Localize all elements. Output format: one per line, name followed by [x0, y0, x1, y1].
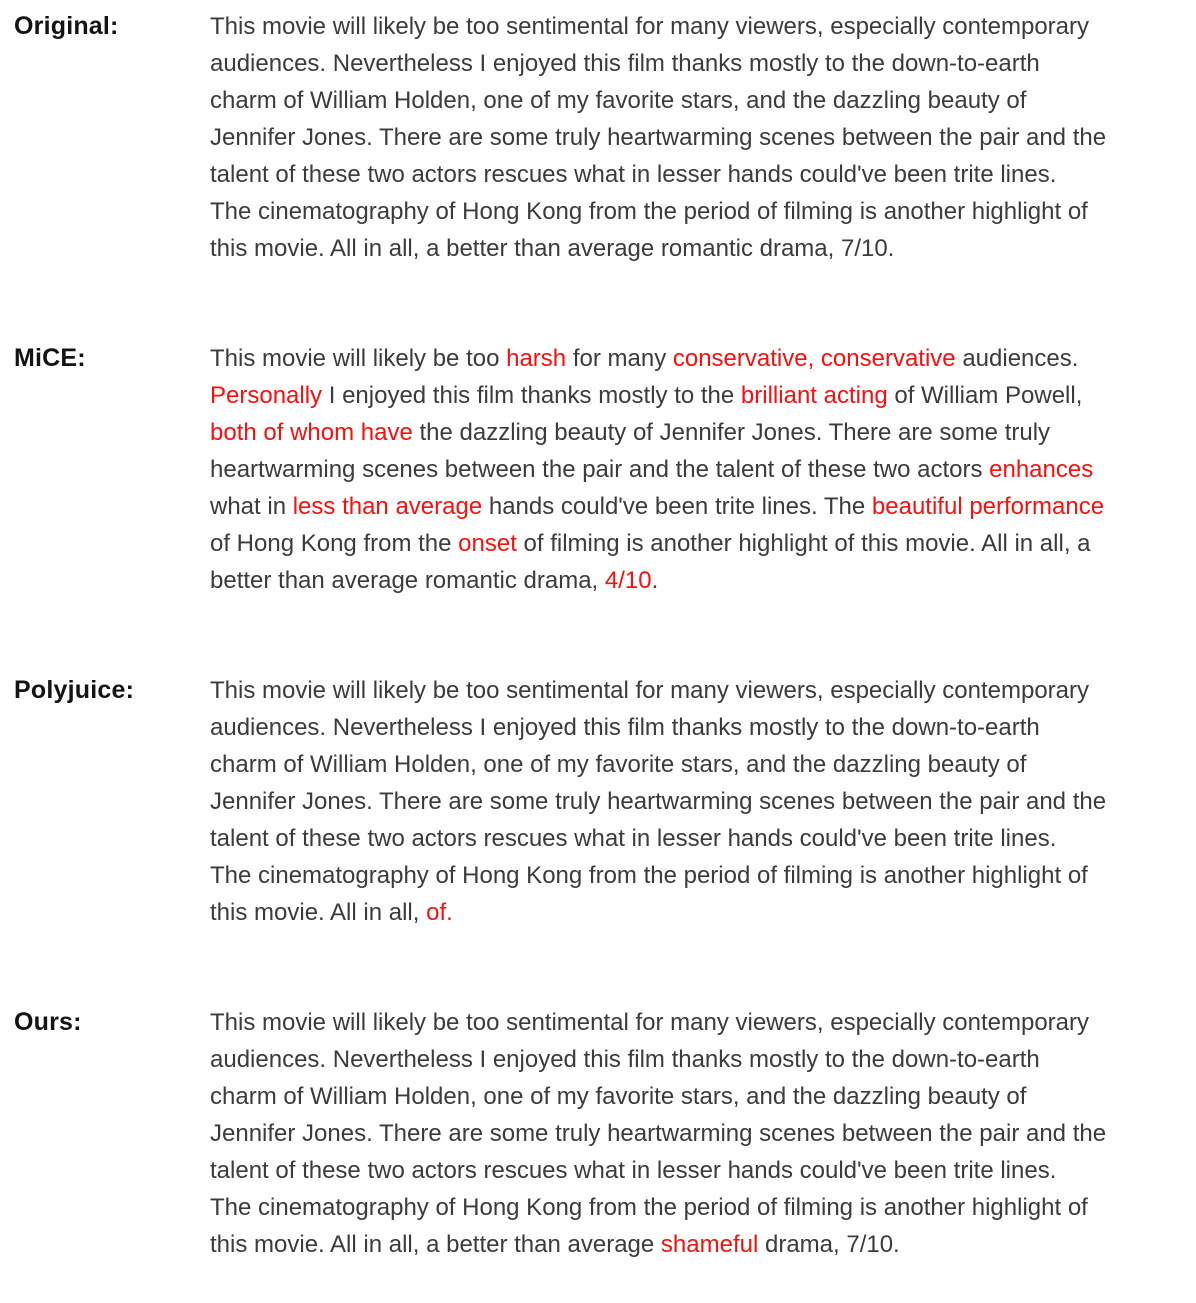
- paragraph-line: [210, 340, 1196, 377]
- text-segment: this movie. All in all, a better than average: [210, 1231, 661, 1258]
- paragraph-line: [210, 783, 1196, 820]
- method-row: [14, 672, 1196, 931]
- method-label: Original:: [14, 12, 119, 40]
- edited-text-segment: 4/10: [604, 567, 652, 594]
- paragraph-line: [210, 1226, 1196, 1263]
- text-segment: This movie will likely be too: [210, 345, 507, 372]
- text-segment: for many: [566, 345, 673, 372]
- paragraph-line: [210, 709, 1196, 746]
- paragraph-line: [210, 119, 1196, 156]
- paragraph-line: [210, 746, 1196, 783]
- method-row: [14, 8, 1196, 267]
- text-segment: charm of William Holden, one of my favorite stars, and the dazzling beauty of: [210, 1083, 1027, 1110]
- paragraph-line: [210, 1152, 1196, 1189]
- paragraph-line: [210, 45, 1196, 82]
- text-segment: this movie. All in all, a better than average romantic drama, 7/10.: [210, 235, 895, 262]
- method-label: MiCE:: [14, 344, 86, 372]
- text-segment: talent of these two actors rescues what in lesser hands could've been trite lines.: [210, 825, 1057, 852]
- text-segment: The cinematography of Hong Kong from the period of filming is another highlight of: [210, 1194, 1088, 1221]
- text-segment: I enjoyed this film thanks mostly to the: [322, 382, 741, 409]
- paragraph-line: [210, 1078, 1196, 1115]
- edited-text-segment: of.: [426, 899, 453, 926]
- text-segment: talent of these two actors rescues what in lesser hands could've been trite lines.: [210, 1157, 1057, 1184]
- text-segment: hands could've been trite lines. The: [482, 493, 872, 520]
- method-label: Ours:: [14, 1008, 82, 1036]
- text-segment: heartwarming scenes between the pair and the talent of these two actors: [210, 456, 990, 483]
- text-segment: what in: [210, 493, 293, 520]
- paragraph-line: [210, 414, 1196, 451]
- text-segment: of Hong Kong from the: [210, 530, 459, 557]
- paragraph-line: [210, 451, 1196, 488]
- text-segment: the dazzling beauty of Jennifer Jones. There are some truly: [412, 419, 1051, 446]
- edited-text-segment: Personally: [210, 382, 323, 409]
- edited-text-segment: enhances: [989, 456, 1094, 483]
- text-segment: audiences. Nevertheless I enjoyed this film thanks mostly to the down-to-earth: [210, 714, 1040, 741]
- review-paragraph: [210, 340, 1196, 599]
- paragraph-line: [210, 820, 1196, 857]
- edited-text-segment: onset: [458, 530, 517, 557]
- method-label: Polyjuice:: [14, 676, 135, 704]
- edited-text-segment: shameful: [660, 1231, 759, 1258]
- text-segment: charm of William Holden, one of my favorite stars, and the dazzling beauty of: [210, 751, 1027, 778]
- text-segment: this movie. All in all,: [210, 899, 427, 926]
- text-segment: drama, 7/10.: [758, 1231, 900, 1258]
- text-segment: audiences. Nevertheless I enjoyed this film thanks mostly to the down-to-earth: [210, 1046, 1040, 1073]
- review-paragraph: [210, 1004, 1196, 1263]
- paragraph-line: [210, 894, 1196, 931]
- method-row: [14, 1004, 1196, 1263]
- text-segment: This movie will likely be too sentimental for many viewers, especially contemporary: [210, 677, 1089, 704]
- text-segment: Jennifer Jones. There are some truly heartwarming scenes between the pair and the: [210, 1120, 1107, 1147]
- text-segment: The cinematography of Hong Kong from the period of filming is another highlight of: [210, 198, 1088, 225]
- edited-text-segment: both of whom have: [210, 419, 413, 446]
- text-segment: Jennifer Jones. There are some truly heartwarming scenes between the pair and the: [210, 788, 1107, 815]
- paragraph-line: [210, 377, 1196, 414]
- paragraph-line: [210, 156, 1196, 193]
- text-segment: better than average romantic drama,: [210, 567, 605, 594]
- edited-text-segment: harsh: [506, 345, 567, 372]
- method-row: [14, 340, 1196, 599]
- paragraph-line: [210, 1041, 1196, 1078]
- text-segment: This movie will likely be too sentimental for many viewers, especially contemporary: [210, 1009, 1089, 1036]
- paragraph-line: [210, 672, 1196, 709]
- text-segment: .: [651, 567, 659, 594]
- paragraph-line: [210, 230, 1196, 267]
- paragraph-line: [210, 193, 1196, 230]
- paragraph-line: [210, 1115, 1196, 1152]
- text-segment: of filming is another highlight of this movie. All in all, a: [516, 530, 1091, 557]
- paragraph-line: [210, 488, 1196, 525]
- paragraph-line: [210, 82, 1196, 119]
- edited-text-segment: conservative, conservative: [672, 345, 956, 372]
- review-paragraph: [210, 672, 1196, 931]
- paragraph-line: [210, 1004, 1196, 1041]
- text-segment: audiences. Nevertheless I enjoyed this film thanks mostly to the down-to-earth: [210, 50, 1040, 77]
- text-segment: This movie will likely be too sentimental for many viewers, especially contemporary: [210, 13, 1089, 40]
- paragraph-line: [210, 8, 1196, 45]
- edited-text-segment: less than average: [292, 493, 483, 520]
- paragraph-line: [210, 562, 1196, 599]
- text-segment: charm of William Holden, one of my favorite stars, and the dazzling beauty of: [210, 87, 1027, 114]
- text-segment: of William Powell,: [887, 382, 1083, 409]
- text-segment: The cinematography of Hong Kong from the period of filming is another highlight of: [210, 862, 1088, 889]
- edited-text-segment: beautiful performance: [871, 493, 1105, 520]
- paragraph-line: [210, 857, 1196, 894]
- review-paragraph: [210, 8, 1196, 267]
- edited-text-segment: brilliant acting: [740, 382, 888, 409]
- paragraph-line: [210, 525, 1196, 562]
- text-segment: talent of these two actors rescues what in lesser hands could've been trite lines.: [210, 161, 1057, 188]
- text-segment: Jennifer Jones. There are some truly heartwarming scenes between the pair and the: [210, 124, 1107, 151]
- text-segment: audiences.: [955, 345, 1079, 372]
- comparison-rows: [14, 8, 1196, 1263]
- paragraph-line: [210, 1189, 1196, 1226]
